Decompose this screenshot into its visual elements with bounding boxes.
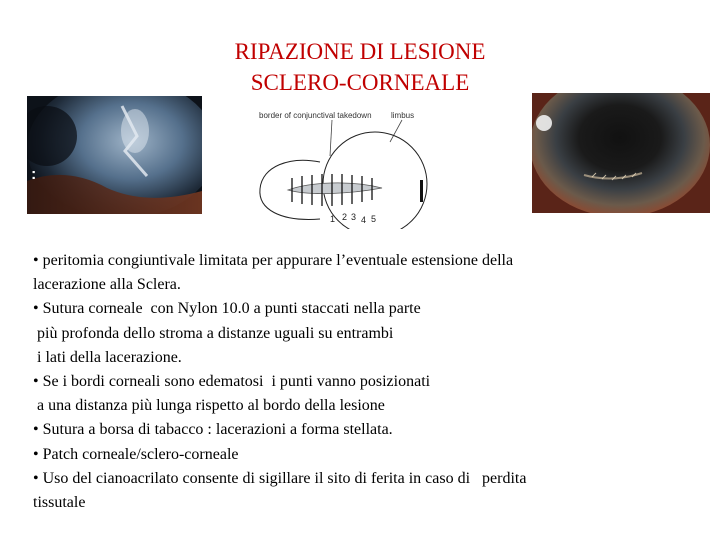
body-line-6: • Se i bordi corneali sono edematosi i punti vanno posizionati <box>33 373 431 391</box>
slide-title <box>0 36 720 98</box>
eye-photo-repaired <box>532 93 710 213</box>
body-line-11: tissutale <box>33 494 86 512</box>
diagram-label-limbus: limbus <box>391 111 415 120</box>
body-line-10: • Uso del cianoacrilato consente di sigillare il sito di ferita in caso di perdita <box>33 469 527 487</box>
photo-overlay-text: : <box>31 166 37 183</box>
suture-diagram <box>250 104 435 229</box>
body-line-2: lacerazione alla Sclera. <box>33 276 181 294</box>
diagram-number-5: 5 <box>371 214 377 224</box>
diagram-edge-mark <box>420 180 423 202</box>
diagram-number-3: 3 <box>351 212 357 222</box>
eye-photo-repaired-graphic <box>532 93 710 213</box>
diagram-number-1: 1 <box>330 214 336 224</box>
eye-photo-laceration-graphic <box>27 96 202 214</box>
body-line-9: • Patch corneale/sclero-corneale <box>33 445 239 463</box>
eye-photo-laceration <box>27 96 202 214</box>
body-line-4: più profonda dello stroma a distanze uguali su entrambi <box>33 324 394 342</box>
diagram-label-border: border of conjunctival takedown <box>259 111 372 120</box>
body-line-5: i lati della lacerazione. <box>33 348 182 366</box>
slide-title-line-2: SCLERO-CORNEALE <box>250 70 470 95</box>
diagram-leader-border <box>330 120 332 156</box>
diagram-number-2: 2 <box>342 212 348 222</box>
suture-diagram-graphic <box>250 104 435 229</box>
slide-title-line-1: RIPAZIONE DI LESIONE <box>234 39 486 64</box>
body-line-1: • peritomia congiuntivale limitata per appurare l’eventuale estensione della <box>33 252 514 269</box>
body-line-7: a una distanza più lunga rispetto al bordo della lesione <box>33 397 385 415</box>
slide-body-text <box>33 249 693 515</box>
body-line-3: • Sutura corneale con Nylon 10.0 a punti staccati nella parte <box>33 300 421 318</box>
body-line-8: • Sutura a borsa di tabacco : lacerazioni a forma stellata. <box>33 421 393 439</box>
diagram-number-4: 4 <box>361 215 367 225</box>
